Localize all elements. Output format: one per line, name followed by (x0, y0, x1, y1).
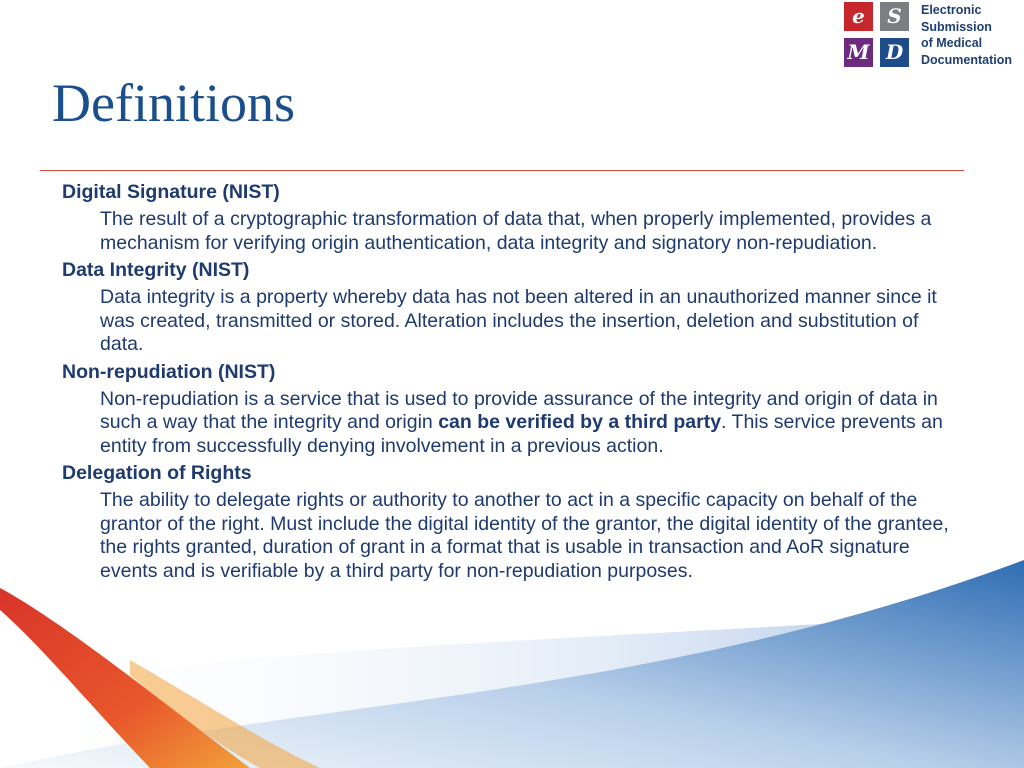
esmd-logo (844, 2, 1020, 72)
definition-item-digital-signature (62, 181, 962, 255)
definition-text: The ability to delegate rights or authority to another to act in a specific capacity on behalf of the grantor of the right. Must include the digital identity of the grantor, the digital identity of the grantee, the rights granted, duration of grant in a format that is usable in transaction and AoR signature events and is verifiable by a third party for non-repudiation purposes. (100, 489, 949, 582)
definition-term: Delegation of Rights (62, 462, 252, 484)
logo-tile-s: S (880, 2, 909, 31)
slide-title: Definitions (52, 73, 295, 133)
definition-text: Data integrity is a property whereby data has not been altered in an unauthorized manner since it was created, transmitted or stored. Alteration includes the insertion, deletion and substitution of data. (100, 286, 937, 355)
definition-term: Non-repudiation (NIST) (62, 360, 276, 383)
definitions-list (62, 181, 962, 587)
logo-line-1: Electronic (921, 3, 982, 17)
definition-text-before: Non-repudiation is a service that is used to provide assurance of the integrity and origin of data in such a way that the integrity and origin (100, 387, 938, 433)
logo-line-4: Documentation (921, 52, 1012, 67)
definition-text (100, 388, 962, 459)
logo-tile-m: M (844, 38, 873, 67)
definition-text: The result of a cryptographic transformation of data that, when properly implemented, provides a mechanism for verifying origin authentication, data integrity and signatory non-repudiation. (100, 208, 932, 254)
logo-line-3: of Medical (921, 36, 983, 50)
definition-item-non-repudiation (62, 361, 962, 459)
definition-text-after: . This service prevents an entity from successfully denying involvement in a previous action. (100, 411, 943, 457)
logo-wordmark (921, 2, 1012, 68)
title-divider (40, 170, 964, 171)
logo-line-2: Submission (921, 19, 992, 34)
definition-item-delegation-of-rights (62, 462, 962, 583)
definition-item-data-integrity (62, 259, 962, 357)
definition-term: Digital Signature (NIST) (62, 181, 280, 203)
logo-tile-d: D (880, 38, 909, 67)
logo-tile-e: e (844, 2, 873, 31)
definition-emphasis: can be verified by a third party (438, 411, 722, 433)
definition-term: Data Integrity (NIST) (62, 259, 250, 281)
